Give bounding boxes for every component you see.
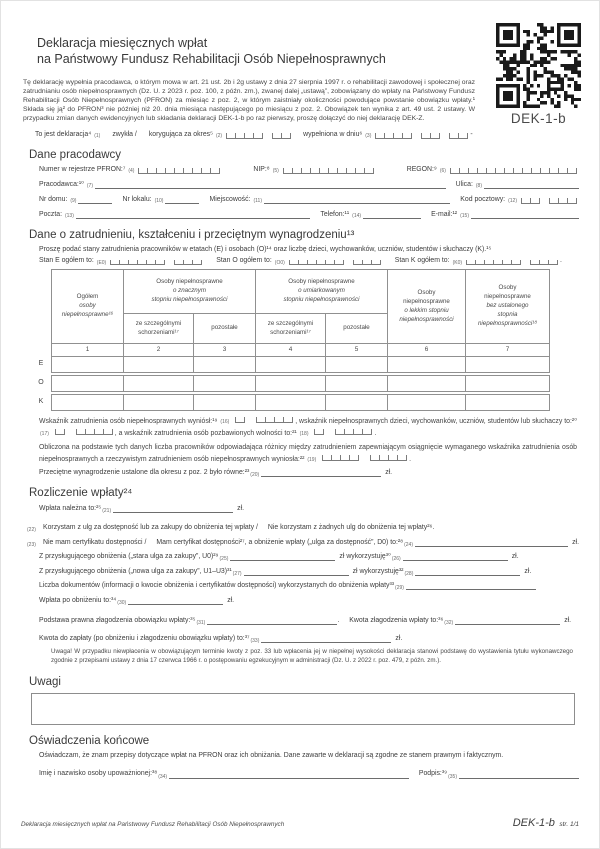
payment-after-relief-row	[39, 596, 579, 605]
employer-name-row	[39, 180, 579, 189]
cell-k5[interactable]	[326, 394, 388, 410]
employment-note-row	[39, 246, 579, 254]
indicator-paragraph-1	[39, 416, 577, 440]
signature-row	[39, 770, 579, 779]
indicator-children-dec-field[interactable]	[76, 429, 113, 435]
city-label: Miejscowość:	[209, 195, 251, 203]
pos-24: (24)	[404, 541, 413, 548]
pos-k0: (K0)	[452, 259, 463, 266]
table-col7-header: Osoby niepełnosprawne bez ustalonego stopnia niepełnosprawności¹⁸	[466, 270, 550, 344]
pos-32: (32)	[444, 619, 454, 626]
city-field[interactable]	[264, 195, 450, 204]
period-year-field[interactable]	[226, 133, 263, 139]
stan-o-dec-field[interactable]	[353, 260, 381, 266]
no-certificate-option[interactable]: Nie mam certyfikatu dostępności /	[43, 538, 147, 546]
zl-label: zł.	[227, 596, 235, 604]
employer-name-field[interactable]	[95, 180, 446, 189]
pos-29: (29)	[395, 585, 404, 592]
new-relief-use-label: zł wykorzystuję³²	[352, 567, 404, 575]
employment-table	[31, 269, 550, 410]
pos-4: (4)	[128, 167, 135, 174]
new-relief-row	[39, 567, 579, 576]
has-certificate-option[interactable]: Mam certyfikat dostępności²⁷, a obniżenie wpłaty („ulga za dostępność”, D0) to:²⁸	[156, 538, 404, 546]
old-relief-used-field[interactable]	[403, 552, 508, 561]
authorized-person-label: Imię i nazwisko osoby upoważnionej:³⁸	[39, 770, 158, 778]
pos-31: (31)	[196, 619, 206, 626]
no-relief-option[interactable]: Nie korzystam z żadnych ulg do obniżenia tej wpłaty²⁶.	[267, 524, 435, 532]
authorized-person-field[interactable]	[169, 770, 409, 779]
payment-due-row	[39, 504, 579, 513]
closing-statement: Oświadczam, że znam przepisy dotyczące wpłat na PFRON oraz ich obniżania. Dane zawarte w deklaracji są zgodne ze stanem prawnym i faktycznym.	[39, 752, 504, 760]
option-regular[interactable]: zwykła /	[112, 130, 137, 138]
section-settlement-heading: Rozliczenie wpłaty²⁴	[29, 487, 133, 500]
cell-k7[interactable]	[466, 394, 550, 410]
employer-address-row	[39, 195, 579, 204]
average-wage-field[interactable]	[261, 468, 381, 477]
pos-15: (15)	[460, 212, 469, 219]
cell-k2[interactable]	[124, 394, 194, 410]
enforcement-warning: Uwaga! W przypadku niewpłacenia w obowiązującym terminie kwoty z poz. 33 lub wpłacenia jej w niepełnej wysokości deklaracja stanowi podstawę do wystawienia tytułu wykonawczego zgodnie z przepisami ustawy z dnia 17 czerwca 1966 r. o postępowaniu egzekucyjnym w administracji (Dz. U. z 2022 r. poz. 479, z późn. zm.).	[51, 648, 573, 665]
old-relief-label: Z przysługującego obniżenia („stara ulga za zakupy”, U0)²⁹	[39, 553, 219, 561]
row-label-o: O	[38, 379, 44, 387]
footer-title: Deklaracja miesięcznych wpłat na Państwowy Fundusz Rehabilitacji Osób Niepełnosprawnych	[21, 821, 285, 828]
signature-label: Podpis:³⁹	[418, 770, 448, 778]
cell-e2[interactable]	[124, 356, 194, 372]
indicator-rate-label: Wskaźnik zatrudnienia osób niepełnosprawnych wyniósł:¹⁹	[39, 417, 218, 425]
house-number-field[interactable]	[78, 195, 112, 204]
pos-6: (6)	[439, 167, 446, 174]
table-col1-header: Ogółem osoby niepełnosprawne¹⁶	[52, 270, 124, 344]
amount-to-pay-row	[39, 634, 579, 643]
workers-difference-int-field[interactable]	[322, 455, 359, 461]
cell-o6[interactable]	[388, 375, 466, 391]
cell-o7[interactable]	[466, 375, 550, 391]
cell-k4[interactable]	[256, 394, 326, 410]
form-code-label: DEK-1-b	[510, 111, 567, 126]
amount-to-pay-label: Kwota do zapłaty (po obniżeniu i złagodzeniu obowiązku wpłaty) to:³⁷	[39, 634, 250, 642]
table-row-o	[31, 375, 550, 391]
relief-amount-label: Kwota złagodzenia wpłaty to:³⁶	[349, 616, 444, 624]
dot: .	[409, 455, 412, 463]
payment-due-field[interactable]	[113, 504, 233, 513]
zip-label: Kod pocztowy:	[460, 195, 506, 203]
average-wage-label: Przeciętne wynagrodzenie ustalone dla okresu z poz. 2 było równe:²³	[39, 468, 250, 476]
declaration-type-row	[35, 131, 579, 139]
cell-e7[interactable]	[466, 356, 550, 372]
pos-17: (17)	[40, 430, 49, 437]
relief-amount-field[interactable]	[455, 616, 560, 625]
regon-label: REGON:⁹	[406, 165, 437, 173]
pos-2: (2)	[215, 132, 223, 139]
indicator-prisoners-dec-field[interactable]	[335, 429, 372, 435]
flat-number-label: Nr lokalu:	[122, 195, 152, 203]
house-number-label: Nr domu:	[39, 195, 68, 203]
cell-o2[interactable]	[124, 375, 194, 391]
average-wage-row	[39, 468, 579, 477]
table-group-significant-header: Osoby niepełnosprawne o znacznym stopniu niepełnosprawności	[124, 270, 256, 314]
zl-label: zł.	[572, 538, 579, 546]
pos-21: (21)	[102, 508, 112, 515]
new-relief-used-field[interactable]	[415, 567, 520, 576]
col-num-5: 5	[326, 344, 388, 356]
fill-date-day-field[interactable]	[449, 133, 468, 139]
form-page	[1, 1, 599, 779]
page-footer	[21, 813, 579, 831]
stan-e-dec-field[interactable]	[174, 260, 202, 266]
col-num-4: 4	[256, 344, 326, 356]
nip-label: NIP:⁸	[253, 165, 270, 173]
employer-ids-row	[39, 166, 579, 174]
cell-o4[interactable]	[256, 375, 326, 391]
pos-30: (30)	[117, 599, 127, 606]
pos-16: (16)	[220, 418, 230, 425]
relief-choice-row	[27, 524, 579, 532]
closing-statement-row	[39, 752, 579, 760]
cell-o3[interactable]	[194, 375, 256, 391]
pos-18: (18)	[299, 430, 309, 437]
row-label-k: K	[38, 398, 44, 406]
zl-label: zł.	[511, 553, 519, 561]
table-col6-header: Osoby niepełnosprawne o lekkim stopniu niepełnosprawności	[388, 270, 466, 344]
zl-label: zł.	[564, 616, 572, 624]
table-sub-other-3: pozostałe	[194, 314, 256, 344]
col-num-2: 2	[124, 344, 194, 356]
pos-28: (28)	[404, 570, 414, 577]
certificate-choice-row	[27, 538, 579, 547]
cell-e1[interactable]	[52, 356, 124, 372]
pos-35: (35)	[448, 773, 457, 780]
flat-number-field[interactable]	[165, 195, 199, 204]
pos-o0: (O0)	[274, 259, 285, 266]
pos-1: (1)	[94, 132, 101, 139]
declaration-label: To jest deklaracja⁴	[35, 130, 92, 138]
cell-o1[interactable]	[52, 375, 124, 391]
pfron-number-field[interactable]	[138, 168, 220, 174]
table-sub-special-4: ze szczególnymi schorzeniami¹⁷	[256, 314, 326, 344]
zip-field-part1[interactable]	[521, 198, 540, 204]
employer-name-label: Pracodawca:¹⁰	[39, 180, 84, 188]
legal-basis-label: Podstawa prawna złagodzenia obowiązku wpłaty:³⁵	[39, 616, 196, 624]
regon-field[interactable]	[450, 168, 577, 174]
stan-tail: .	[560, 257, 562, 265]
cell-e4[interactable]	[256, 356, 326, 372]
old-relief-row	[39, 552, 579, 561]
zl-label: zł.	[385, 468, 393, 476]
accessibility-relief-field[interactable]	[415, 538, 568, 547]
cell-e3[interactable]	[194, 356, 256, 372]
stan-e-int-field[interactable]	[110, 260, 165, 266]
signature-field[interactable]	[459, 770, 579, 779]
stan-o-label: Stan O ogółem to:	[216, 257, 272, 265]
payment-after-relief-label: Wpłata po obniżeniu to:³⁴	[39, 596, 117, 604]
pos-20: (20)	[250, 472, 260, 479]
email-label: E-mail:¹²	[431, 210, 458, 218]
footer-page-number: str. 1/1	[559, 821, 579, 828]
qr-code	[496, 23, 581, 108]
indicator-children-int-field[interactable]	[55, 429, 65, 435]
pos-5: (5)	[272, 167, 279, 174]
tail-dash: -	[470, 130, 473, 138]
pos-11: (11)	[253, 197, 262, 204]
workers-difference-dec-field[interactable]	[370, 455, 407, 461]
employment-note: Proszę podać stany zatrudnienia pracowników w etatach (E) i osobach (O)¹⁴ oraz liczbę dzieci, wychowanków, uczniów, studentów i słuchaczy (K).¹⁵	[39, 245, 492, 253]
email-field[interactable]	[471, 210, 579, 219]
street-field[interactable]	[484, 180, 579, 189]
pos-9: (9)	[70, 197, 77, 204]
workers-difference-label: Obliczona na podstawie tych danych liczba pracowników odpowiadająca różnicy między zatrudnieniem zapewniającym osiągnięcie wymaganego wskaźnika zatrudnienia osób niepełnosprawnych a rzeczywistym zatrudnieniem osób niepełnosprawnych wyniosła:²²	[39, 443, 577, 463]
cell-o5[interactable]	[326, 375, 388, 391]
pos-33: (33)	[250, 637, 260, 644]
pfron-number-label: Numer w rejestrze PFRON:⁷	[39, 165, 126, 173]
pos-34: (34)	[158, 773, 168, 780]
new-relief-label: Z przysługującego obniżenia („nowa ulga za zakupy”, U1–U3)³¹	[39, 567, 232, 575]
pos-27: (27)	[232, 570, 242, 577]
indicator-prisoners-label: , a wskaźnik zatrudnienia osób pozbawionych wolności to:²¹	[114, 429, 297, 437]
footer-form-code: DEK-1-b	[512, 817, 555, 829]
documents-count-label: Liczba dokumentów (informacji o kwocie obniżenia i certyfikatów dostępności) wykorzystanych do obniżenia wpłaty³³	[39, 582, 395, 590]
documents-count-row	[39, 581, 579, 590]
phone-label: Telefon:¹¹	[320, 210, 350, 218]
post-field[interactable]	[76, 210, 311, 219]
use-relief-option[interactable]: Korzystam z ulg za dostępność lub za zakupy do obniżenia tej wpłaty /	[43, 524, 258, 532]
payment-after-relief-field[interactable]	[128, 596, 223, 605]
form-title-line1: Deklaracja miesięcznych wpłat	[37, 36, 208, 50]
indicator-rate-dec-field[interactable]	[256, 417, 293, 423]
post-label: Poczta:	[39, 210, 62, 218]
documents-count-field[interactable]	[406, 581, 536, 590]
col-num-1: 1	[52, 344, 124, 356]
zl-label: zł.	[237, 504, 245, 512]
option-correcting[interactable]: korygująca za okres⁵	[148, 130, 213, 138]
col-num-6: 6	[388, 344, 466, 356]
remarks-box[interactable]	[31, 693, 575, 725]
table-group-moderate-header: Osoby niepełnosprawne o umiarkowanym stopniu niepełnosprawności	[256, 270, 388, 314]
cell-k6[interactable]	[388, 394, 466, 410]
table-row-e	[31, 356, 550, 372]
amount-to-pay-field[interactable]	[261, 634, 391, 643]
legal-basis-field[interactable]	[207, 616, 340, 625]
section-closing-heading: Oświadczenia końcowe	[29, 735, 150, 748]
indicator-children-label: , wskaźnik niepełnosprawnych dzieci, wychowanków, uczniów, studentów lub słuchaczy to:²⁰	[295, 417, 577, 425]
payment-due-label: Wpłata należna to:²⁵	[39, 504, 102, 512]
legal-basis-row	[39, 616, 579, 625]
zip-field-part2[interactable]	[549, 198, 577, 204]
pos-3: (3)	[365, 132, 372, 139]
pos-13: (13)	[64, 212, 74, 219]
new-relief-amount-field[interactable]	[244, 567, 349, 576]
row-label-e: E	[38, 360, 44, 368]
zl-label: zł.	[395, 634, 403, 642]
table-sub-special-2: ze szczególnymi schorzeniami¹⁷	[124, 314, 194, 344]
dot: .	[337, 616, 340, 624]
pos-22: (22)	[27, 527, 36, 534]
cell-e6[interactable]	[388, 356, 466, 372]
intro-paragraph: Tę deklarację wypełnia pracodawca, o którym mowa w art. 21 ust. 2b i 2g ustawy z dnia 27 sierpnia 1997 r. o rehabilitacji zawodowej i społecznej oraz zatrudnianiu osób niepełnosprawnych (Dz. U. z 2023 r. poz. 100, z późn. zm.), zwanej dalej „ustawą”, zobowiązany do wpłaty na Państwowy Fundusz Rehabilitacji Osób Niepełnosprawnych (PFRON) za miesiąc z poz. 2, w którym zaistniały okoliczności powodujące powstanie obowiązku wpłaty.¹ Składa się ją² do PFRON³ nie później niż 20. dnia miesiąca następującego po miesiącu z poz. 2. Obowiązek ten wynika z art. 49 ust. 2 ustawy. W przypadku zmian danych ewidencyjnych lub składania deklaracji DEK-1-b po raz pierwszy, proszę dołączyć do niej deklarację DEK-Z.	[23, 78, 475, 123]
stan-k-label: Stan K ogółem to:	[394, 257, 450, 265]
filled-on-label: wypełniona w dniu⁶	[303, 130, 363, 138]
stan-k-dec-field[interactable]	[530, 260, 558, 266]
phone-field[interactable]	[363, 210, 421, 219]
stan-o-int-field[interactable]	[289, 260, 344, 266]
pos-12: (12)	[508, 197, 517, 204]
old-relief-use-label: zł wykorzystuję³⁰	[339, 553, 391, 561]
pos-26: (26)	[391, 556, 401, 563]
section-employment-heading: Dane o zatrudnieniu, kształceniu i przeciętnym wynagrodzeniu¹³	[29, 228, 355, 241]
section-employer-heading: Dane pracodawcy	[29, 148, 122, 161]
old-relief-amount-field[interactable]	[230, 552, 335, 561]
stan-e-label: Stan E ogółem to:	[39, 257, 94, 265]
indicator-prisoners-int-field[interactable]	[314, 429, 324, 435]
pos-7: (7)	[86, 182, 94, 189]
street-label: Ulica:	[455, 180, 473, 188]
period-month-field[interactable]	[272, 133, 291, 139]
indicator-paragraph-2	[39, 442, 577, 466]
pos-25: (25)	[219, 556, 229, 563]
section-remarks-heading: Uwagi	[29, 676, 61, 689]
pos-14: (14)	[352, 212, 362, 219]
cell-k3[interactable]	[194, 394, 256, 410]
cell-e5[interactable]	[326, 356, 388, 372]
form-title-line2: na Państwowy Fundusz Rehabilitacji Osób Niepełnosprawnych	[37, 52, 386, 67]
pos-19: (19)	[307, 456, 317, 463]
fill-date-year-field[interactable]	[375, 133, 412, 139]
table-row-k	[31, 394, 550, 410]
dot: .	[374, 429, 377, 437]
employer-contact-row	[39, 210, 579, 219]
employment-totals-row	[39, 257, 579, 265]
indicator-rate-int-field[interactable]	[235, 417, 245, 423]
cell-k1[interactable]	[52, 394, 124, 410]
col-num-3: 3	[194, 344, 256, 356]
pos-23: (23)	[27, 541, 36, 548]
nip-field[interactable]	[283, 168, 374, 174]
table-sub-other-5: pozostałe	[326, 314, 388, 344]
pos-8: (8)	[475, 182, 482, 189]
col-num-7: 7	[466, 344, 550, 356]
fill-date-month-field[interactable]	[421, 133, 440, 139]
zl-label: zł.	[524, 567, 532, 575]
pos-10: (10)	[154, 197, 164, 204]
stan-k-int-field[interactable]	[466, 260, 521, 266]
pos-e0: (E0)	[96, 259, 107, 266]
